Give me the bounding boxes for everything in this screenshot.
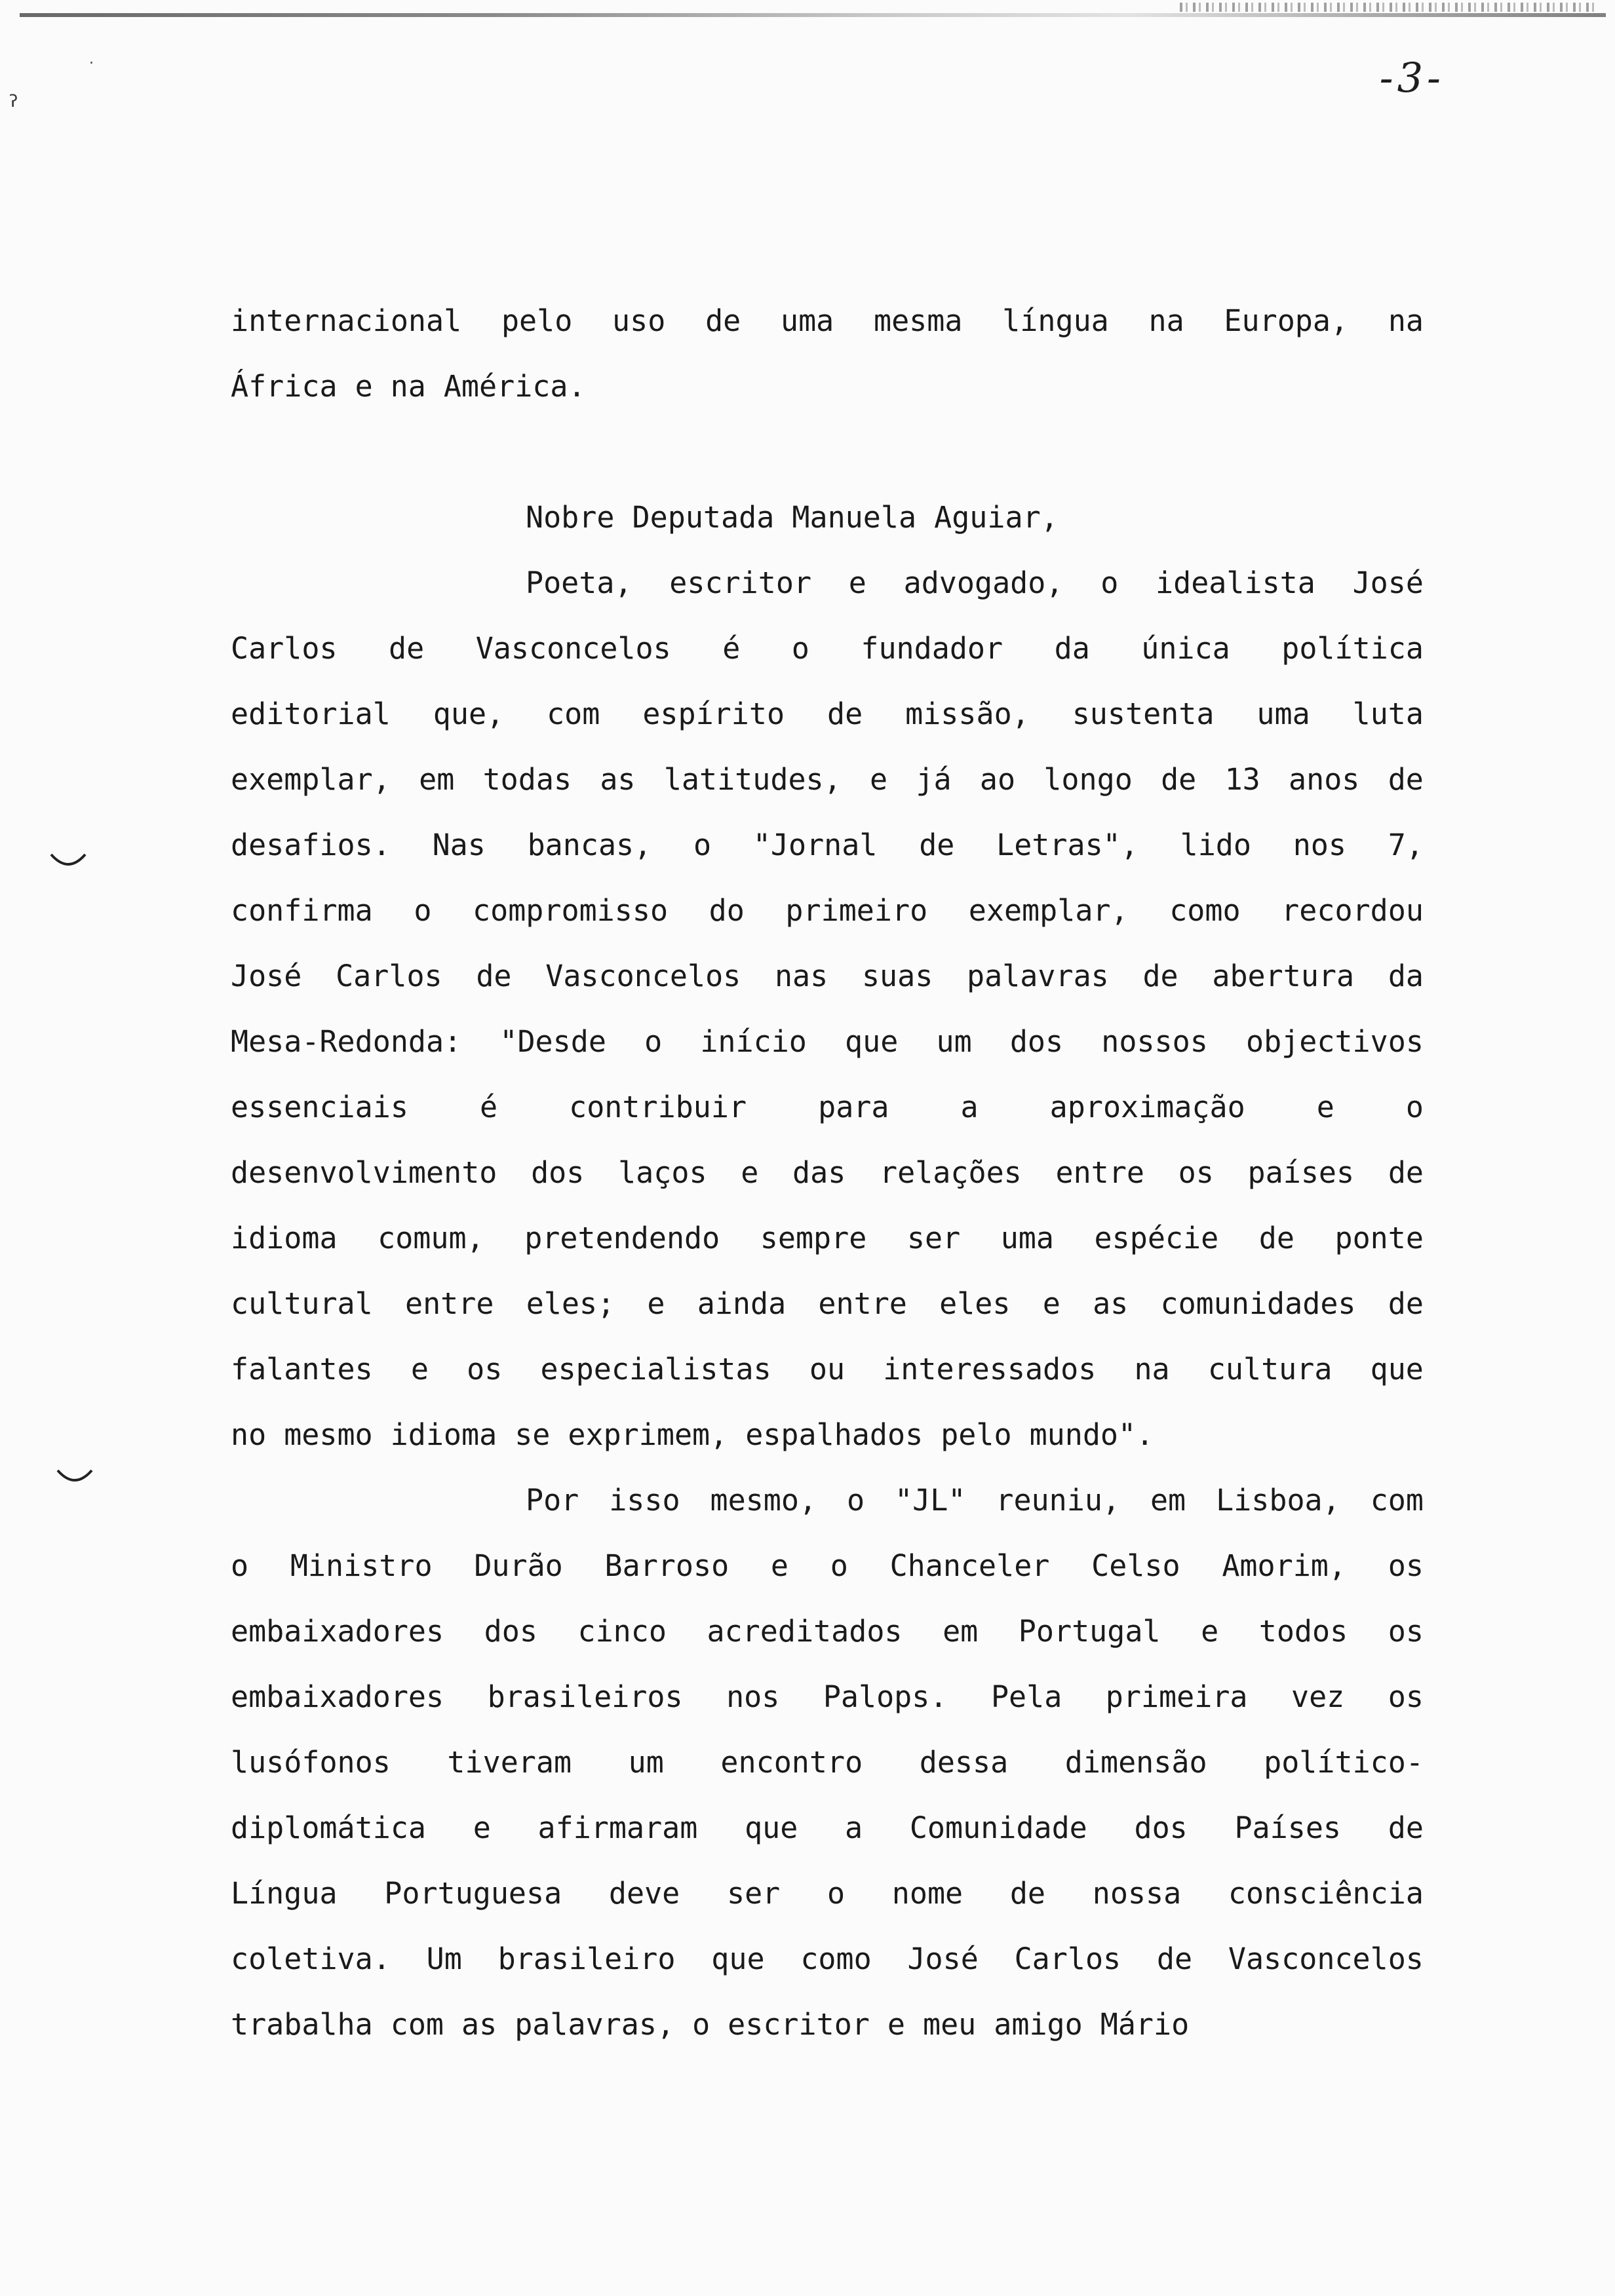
text-line: exemplar, em todas as latitudes, e já ao longo de 13 anos de xyxy=(231,762,1424,797)
text-line: José Carlos de Vasconcelos nas suas palavras de abertura da xyxy=(231,959,1424,993)
text-line: falantes e os especialistas ou interessados na cultura que xyxy=(231,1352,1424,1387)
scan-dot: . xyxy=(89,51,94,67)
document-body xyxy=(231,288,1424,2057)
paragraph xyxy=(231,550,1424,1468)
text-line: desafios. Nas bancas, o "Jornal de Letras", lido nos 7, xyxy=(231,828,1424,862)
text-line: confirma o compromisso do primeiro exemplar, como recordou xyxy=(231,893,1424,928)
page-number: -3- xyxy=(1379,54,1445,102)
text-line: Poeta, escritor e advogado, o idealista José xyxy=(526,565,1424,600)
scan-border-line xyxy=(20,13,1606,17)
text-line: trabalha com as palavras, o escritor e meu amigo Mário xyxy=(231,2007,1190,2042)
paragraph-gap xyxy=(231,419,1424,485)
text-line: internacional pelo uso de uma mesma língua na Europa, na xyxy=(231,303,1424,338)
text-line: Língua Portuguesa deve ser o nome de nossa consciência xyxy=(231,1876,1424,1911)
text-line: editorial que, com espírito de missão, sustenta uma luta xyxy=(231,697,1424,731)
text-line: o Ministro Durão Barroso e o Chanceler Celso Amorim, os xyxy=(231,1548,1424,1583)
text-line: diplomática e afirmaram que a Comunidade dos Países de xyxy=(231,1810,1424,1845)
text-line: idioma comum, pretendendo sempre ser uma espécie de ponte xyxy=(231,1221,1424,1255)
text-line: Por isso mesmo, o "JL" reuniu, em Lisboa, com xyxy=(526,1483,1424,1518)
punch-hole-mark xyxy=(49,852,88,868)
text-line: lusófonos tiveram um encontro dessa dimensão político- xyxy=(231,1745,1424,1780)
text-line: África e na América. xyxy=(231,369,586,404)
text-line: Mesa-Redonda: "Desde o início que um dos nossos objectivos xyxy=(231,1024,1424,1059)
text-line: essenciais é contribuir para a aproximação e o xyxy=(231,1090,1424,1124)
text-line: cultural entre eles; e ainda entre eles e as comunidades de xyxy=(231,1286,1424,1321)
text-line: coletiva. Um brasileiro que como José Carlos de Vasconcelos xyxy=(231,1942,1424,1976)
text-line: Carlos de Vasconcelos é o fundador da única política xyxy=(231,631,1424,666)
text-line: Nobre Deputada Manuela Aguiar, xyxy=(526,500,1059,535)
text-line: desenvolvimento dos laços e das relações entre os países de xyxy=(231,1155,1424,1190)
salutation xyxy=(231,485,1424,550)
punch-hole-mark xyxy=(55,1468,94,1483)
scan-mark: ʔ xyxy=(9,92,18,111)
text-line: no mesmo idioma se exprimem, espalhados pelo mundo". xyxy=(231,1417,1154,1452)
text-line: embaixadores dos cinco acreditados em Portugal e todos os xyxy=(231,1614,1424,1649)
paragraph xyxy=(231,288,1424,419)
text-line: embaixadores brasileiros nos Palops. Pela primeira vez os xyxy=(231,1679,1424,1714)
scan-noise xyxy=(1180,3,1599,12)
paragraph xyxy=(231,1468,1424,2057)
